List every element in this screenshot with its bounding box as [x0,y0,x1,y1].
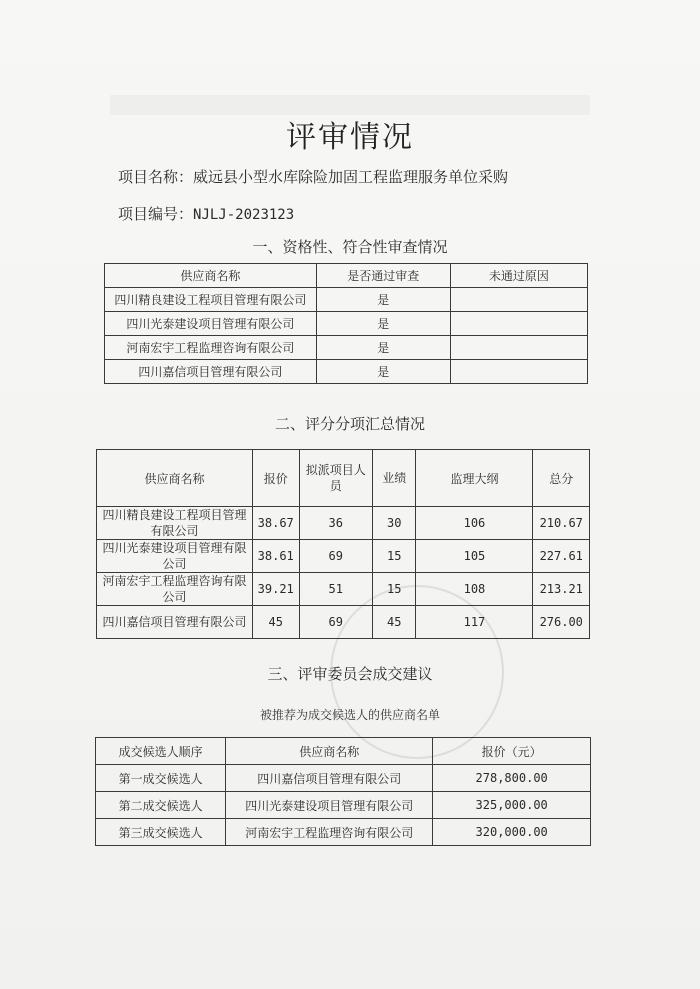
passed-cell: 是 [316,336,450,360]
col-performance-header: 业绩 [372,450,415,507]
score-summary-table [96,449,590,639]
total-score-cell: 276.00 [533,606,590,639]
col-supplier-header: 供应商名称 [97,450,253,507]
col-reason-header: 未通过原因 [450,264,587,288]
supplier-cell: 四川精良建设工程项目管理有限公司 [105,288,317,312]
performance-score-cell: 15 [372,573,415,606]
reason-cell [450,288,587,312]
supplier-cell: 四川嘉信项目管理有限公司 [105,360,317,384]
project-name-line [118,166,508,187]
outline-score-cell: 105 [416,540,533,573]
project-code-label: 项目编号： [118,205,194,223]
supplier-cell: 四川光泰建设项目管理有限公司 [105,312,317,336]
performance-score-cell: 30 [372,507,415,540]
performance-score-cell: 45 [372,606,415,639]
table-row [105,360,588,384]
outline-score-cell: 106 [416,507,533,540]
page-title: 评审情况 [286,120,414,155]
table-header-row [97,450,590,507]
table-header-row [105,264,588,288]
rank-cell: 第二成交候选人 [96,792,226,819]
staff-score-cell: 69 [299,606,372,639]
table-row [96,792,591,819]
supplier-cell: 四川光泰建设项目管理有限公司 [97,540,253,573]
col-rank-header: 成交候选人顺序 [96,738,226,765]
col-price-header: 报价 [252,450,299,507]
total-score-cell: 210.67 [533,507,590,540]
passed-cell: 是 [316,288,450,312]
rank-cell: 第一成交候选人 [96,765,226,792]
col-total-header: 总分 [533,450,590,507]
price-score-cell: 39.21 [252,573,299,606]
table-row [97,507,590,540]
staff-score-cell: 36 [299,507,372,540]
outline-score-cell: 117 [416,606,533,639]
reason-cell [450,336,587,360]
col-staff-header: 拟派项目人员 [299,450,372,507]
staff-score-cell: 51 [299,573,372,606]
rank-cell: 第三成交候选人 [96,819,226,846]
col-supplier-header: 供应商名称 [105,264,317,288]
passed-cell: 是 [316,360,450,384]
col-price-header: 报价（元） [433,738,591,765]
supplier-cell: 四川嘉信项目管理有限公司 [226,765,433,792]
section2-heading: 二、评分分项汇总情况 [274,415,425,433]
col-supplier-header: 供应商名称 [226,738,433,765]
reason-cell [450,360,587,384]
table-row [97,606,590,639]
price-score-cell: 38.61 [252,540,299,573]
table-row [105,336,588,360]
section1-heading: 一、资格性、符合性审查情况 [252,238,448,256]
project-name-label: 项目名称： [118,168,194,186]
price-cell: 278,800.00 [433,765,591,792]
passed-cell: 是 [316,312,450,336]
section3-heading: 三、评审委员会成交建议 [267,665,433,683]
supplier-cell: 四川嘉信项目管理有限公司 [97,606,253,639]
price-cell: 325,000.00 [433,792,591,819]
candidate-list-caption: 被推荐为成交候选人的供应商名单 [259,708,440,722]
project-code-line [118,203,294,224]
table-row [96,765,591,792]
supplier-cell: 四川精良建设工程项目管理有限公司 [97,507,253,540]
col-passed-header: 是否通过审查 [316,264,450,288]
table-row [97,540,590,573]
table-row [105,288,588,312]
staff-score-cell: 69 [299,540,372,573]
table-row [105,312,588,336]
price-cell: 320,000.00 [433,819,591,846]
qualification-table [104,263,588,384]
table-header-row [96,738,591,765]
table-row [96,819,591,846]
supplier-cell: 河南宏宇工程监理咨询有限公司 [97,573,253,606]
supplier-cell: 河南宏宇工程监理咨询有限公司 [226,819,433,846]
table-row [97,573,590,606]
candidate-table [95,737,591,846]
total-score-cell: 213.21 [533,573,590,606]
reason-cell [450,312,587,336]
price-score-cell: 45 [252,606,299,639]
performance-score-cell: 15 [372,540,415,573]
col-outline-header: 监理大纲 [416,450,533,507]
outline-score-cell: 108 [416,573,533,606]
supplier-cell: 四川光泰建设项目管理有限公司 [226,792,433,819]
project-code: NJLJ-2023123 [193,207,295,223]
supplier-cell: 河南宏宇工程监理咨询有限公司 [105,336,317,360]
price-score-cell: 38.67 [252,507,299,540]
project-name: 威远县小型水库除险加固工程监理服务单位采购 [193,168,509,186]
total-score-cell: 227.61 [533,540,590,573]
